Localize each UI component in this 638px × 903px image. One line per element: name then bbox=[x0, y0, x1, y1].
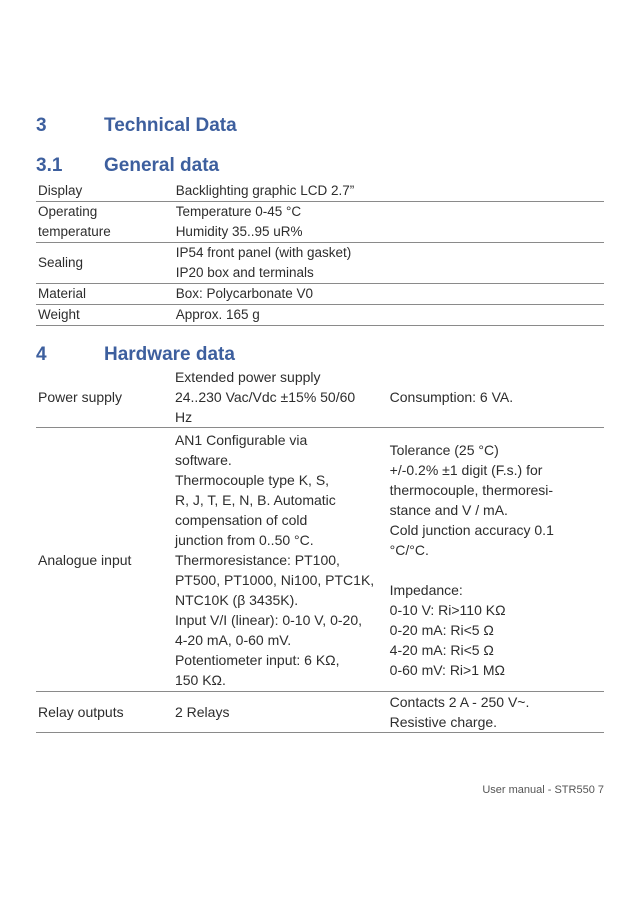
row-label: Operating temperature bbox=[38, 204, 111, 239]
tolerance-notes: Tolerance (25 °C) +/-0.2% ±1 digit (F.s.) for thermocouple, thermoresi- stance and V / mA. Cold junction accuracy 0.1 °C/°C. bbox=[389, 441, 554, 558]
table-row bbox=[36, 284, 604, 305]
row-notes bbox=[388, 428, 604, 692]
table-row bbox=[36, 202, 604, 243]
section-number: 3 bbox=[36, 115, 47, 136]
section-heading-technical-data bbox=[36, 115, 237, 137]
table-row bbox=[36, 305, 604, 326]
row-value: 2 Relays bbox=[174, 704, 230, 720]
table-row bbox=[36, 428, 604, 692]
section-number: 3.1 bbox=[36, 155, 63, 176]
row-notes: Contacts 2 A - 250 V~. Resistive charge. bbox=[389, 694, 530, 730]
section-heading-hardware-data bbox=[36, 344, 235, 366]
row-value: IP54 front panel (with gasket) IP20 box and terminals bbox=[175, 245, 352, 280]
table-row bbox=[36, 181, 604, 202]
row-label: Weight bbox=[38, 307, 80, 322]
impedance-notes: Impedance: 0-10 V: Ri>110 KΩ 0-20 mA: Ri<5 Ω 4-20 mA: Ri<5 Ω 0-60 mV: Ri>1 MΩ bbox=[389, 581, 506, 678]
row-value: Backlighting graphic LCD 2.7” bbox=[175, 183, 355, 198]
row-label: Sealing bbox=[38, 255, 84, 270]
row-label: Analogue input bbox=[38, 551, 132, 568]
row-value: AN1 Configurable via software. Thermocouple type K, S, R, J, T, E, N, B. Automatic compensation of cold junction from 0..50 °C. Thermoresistance: PT100, PT500, PT1000, Ni100, PTC1K, NTC10K (β 3435K). Input V/I (linear): 0-10 V, 0-20, 4-20 mA, 0-60 mV. Potentiometer input: 6 KΩ, 150 KΩ. bbox=[174, 431, 375, 688]
table-row bbox=[36, 367, 604, 428]
row-value: Box: Polycarbonate V0 bbox=[175, 286, 314, 301]
row-label: Material bbox=[38, 286, 87, 301]
section-title: Technical Data bbox=[104, 115, 237, 136]
page-footer: User manual - STR550 7 bbox=[482, 784, 604, 796]
table-row bbox=[36, 692, 604, 733]
row-value: Approx. 165 g bbox=[175, 307, 260, 322]
section-heading-general-data bbox=[36, 155, 219, 177]
row-label: Power supply bbox=[38, 389, 123, 405]
section-title: Hardware data bbox=[104, 344, 235, 365]
row-value: Extended power supply 24..230 Vac/Vdc ±15% 50/60 Hz bbox=[174, 369, 356, 425]
row-label: Display bbox=[38, 183, 83, 198]
row-label: Relay outputs bbox=[38, 704, 124, 720]
section-title: General data bbox=[104, 155, 220, 176]
section-number: 4 bbox=[36, 344, 47, 365]
row-value: Temperature 0-45 °C Humidity 35..95 uR% bbox=[175, 204, 303, 239]
general-data-table bbox=[36, 181, 604, 326]
table-row bbox=[36, 243, 604, 284]
hardware-data-table bbox=[36, 367, 604, 733]
row-notes: Consumption: 6 VA. bbox=[389, 389, 514, 405]
